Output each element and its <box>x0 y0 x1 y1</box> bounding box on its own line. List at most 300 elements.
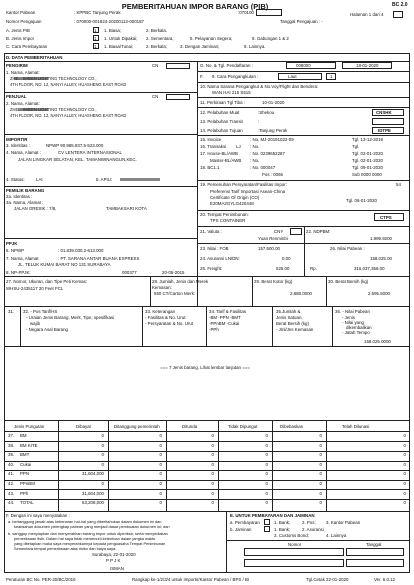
invoice-date: Tgl. 13-12-2019 <box>352 137 383 142</box>
muat-value: :Shekou <box>258 110 275 115</box>
goods-c35c: Berat Bersih (kg) <box>276 321 309 326</box>
berat-kotor-value: 2.888.0000 <box>290 291 312 296</box>
goods-c35d: - Jml/Jns Kemasan <box>276 327 314 332</box>
rule <box>4 431 410 432</box>
form-title: PEMBERITAHUAN IMPOR BARANG (PIB) <box>121 2 269 11</box>
decl-place-date: Surabaya, 22-01-2020 <box>92 552 136 557</box>
penimbunan-label: 20. Tempat Penimbunan: <box>200 212 249 217</box>
importir-identitas-value: NPWP 90.985.837.5-523.000 <box>46 143 104 148</box>
tax-header-jenis: Jenis Pungutan <box>14 424 45 429</box>
penjual-company: ZHE... SHEEN LIGHTING TECHNOLOGY CO., <box>10 107 97 112</box>
jaminan-heading: E. UNTUK PEMBAYARAN DAN JAMINAN <box>230 513 315 518</box>
importir-status-label: 4. Status: <box>6 177 25 182</box>
ppjk-nama-label: 7. Nama, Alamat <box>6 256 39 261</box>
g-no: 008000 <box>296 63 311 68</box>
tax-row-name: PPN <box>20 471 30 477</box>
tax-cell: 0 <box>265 500 268 506</box>
tax-cell: 0 <box>403 433 406 438</box>
tax-cell: 0 <box>403 442 406 448</box>
bc11-date: Tgl. 09-01-2020 <box>352 165 383 170</box>
cara-pembayaran-value: 1 <box>94 44 97 49</box>
master-label: Master-BL/AWB <box>210 158 242 163</box>
tax-cell: 0 <box>403 490 406 496</box>
tax-row-name: Cukai <box>20 461 32 467</box>
rule <box>197 210 410 211</box>
decl-a2: keabsahan dokumen pelengkap pabean yang menjadi dasar pembuatan dokumen ini; dan <box>14 524 170 529</box>
tax-cell: 0 <box>403 500 406 506</box>
rule <box>4 420 410 421</box>
importir-company: CV LENTERA INTERNASIONAL <box>58 150 122 155</box>
nomor-pengajuan-label: Nomor Pengajuan <box>6 19 42 24</box>
rule <box>4 134 197 135</box>
tax-cell: 0 <box>265 471 268 477</box>
cara-pengangkutan-box <box>278 73 322 80</box>
tax-cell: 0 <box>265 461 268 467</box>
rule <box>218 420 219 511</box>
rule <box>272 420 273 511</box>
tax-cell: 0 <box>101 433 104 438</box>
pembayaran-box[interactable] <box>264 519 270 525</box>
goods-c36-value: 158.025.0000 <box>364 339 391 344</box>
valuta-desc: Yuan Renminbi <box>258 236 288 241</box>
goods-c36b: - Jenis <box>342 315 355 320</box>
rule <box>332 306 333 346</box>
jaminan-tanggal-label: Tanggal <box>366 542 382 547</box>
rule <box>108 420 109 511</box>
nomor-box-a[interactable] <box>244 548 344 556</box>
asuransi-value: 0.00 <box>282 256 291 261</box>
tax-cell: 0 <box>159 500 162 506</box>
tax-cell: 0 <box>265 452 268 458</box>
goods-c33: 33. Keterangan <box>145 309 176 314</box>
jaminan-nomor-label: Nomor <box>288 542 302 547</box>
rule <box>197 82 410 83</box>
transaksi-no: : No. <box>250 144 260 149</box>
tax-cell: 0 <box>319 490 322 496</box>
goods-c34b: -BM -PPN -BMT <box>209 315 241 320</box>
importir-identitas-label: 3. Identitas : <box>6 143 30 148</box>
tax-cell: 0 <box>403 461 406 467</box>
pengirim-country: CN <box>152 63 159 68</box>
decl-a: a. bertanggung jawab atas kebenaran hal-hal yang diberitahukan dalam dokumen ini dan <box>8 519 162 524</box>
tax-row-code: 43. <box>8 490 15 496</box>
tax-cell: 0 <box>319 433 322 438</box>
rule <box>20 306 21 346</box>
jaminan-opt5: 2. Asuransi <box>302 527 324 532</box>
tax-cell: 63,208,000 <box>82 500 104 506</box>
valuta-value: CNY <box>274 229 284 234</box>
goods-c32c: wajib <box>30 321 41 326</box>
cara-pembayaran-label: C. Cara Pembayaran <box>6 44 48 49</box>
tax-cell: 0 <box>159 490 162 496</box>
rule <box>4 276 410 277</box>
rule <box>252 276 253 306</box>
tiba-value: 10-01-2020 <box>262 100 285 105</box>
tax-row-name: PPh <box>20 490 29 496</box>
cara-pembayaran-opt1: 1. Biasa/Tunai; <box>104 44 134 49</box>
tax-cell: 0 <box>101 481 104 486</box>
ppjk-npwp-label: 6. NPWP <box>6 248 25 253</box>
jenis-pib-value: 1 <box>94 28 97 33</box>
tax-cell: 0 <box>265 442 268 448</box>
kantor-code-box <box>256 9 282 16</box>
berat-bersih-value: 2.595.5000 <box>368 291 390 296</box>
fasilitas-line2: Certificate Of Origin (CO) <box>210 195 260 200</box>
invoice-label: 15. Invoice <box>200 137 222 142</box>
rule <box>272 306 273 346</box>
ppjk-address: JL. TELUK KUMAI BARAT NO 131 SURABAYA <box>18 262 111 267</box>
fasilitas-label: 19. Pemenuhan Persyaratan/Fasilitas Impor: <box>200 182 287 187</box>
rule <box>142 306 143 346</box>
tanggal-box-a[interactable] <box>346 548 404 556</box>
tax-cell: 0 <box>159 461 162 467</box>
pemilik-identitas-label: 2a. Identitas : <box>6 194 33 199</box>
jenis-impor-opt4: 9. Gabungan 1 & 2 <box>252 36 289 41</box>
importir-api-label: 5. APIU: <box>96 177 113 182</box>
tax-row-code: 41. <box>8 471 15 477</box>
tax-cell: 0 <box>211 500 214 506</box>
pabean-value: 158.025.00 <box>370 256 392 261</box>
fasilitas-line1: Preferensi Tarif Importasi Asean-China <box>210 189 286 194</box>
berat-kotor-label: 29. Berat Kotor (kg) <box>254 279 293 284</box>
tax-cell: 0 <box>319 452 322 458</box>
kemasan-label: 28. Jumlah, Jenis dan Merek <box>152 279 209 284</box>
penimbunan-code: CTPS <box>380 215 392 220</box>
decl-b: b. sanggup menyiapkan dan menyerahkan barang impor untuk diperiksa, serta menyediakan <box>8 531 168 536</box>
tax-cell: 0 <box>403 471 406 477</box>
sarana-label: 10. Nama Sarana Pengangkut & No.Voy/Flight dan Bendera: <box>200 84 319 89</box>
importir-status-value: LAI <box>36 177 43 182</box>
tax-row-code: 40. <box>8 461 15 467</box>
tiba-label: 11. Perkiraan Tgl Tiba : <box>200 100 245 105</box>
jaminan-box[interactable] <box>264 526 270 532</box>
cara-pembayaran-opt3: 3. Dengan Jaminan; <box>180 44 220 49</box>
rule <box>206 306 207 346</box>
kantor-pabean-value: : KPPBC Tanjung Perak <box>74 10 121 15</box>
tanggal-box-b[interactable] <box>346 559 404 567</box>
pengirim-company: ZHE... SHEEN LIGHTING TECHNOLOGY CO., <box>10 76 97 81</box>
goods-c36c: - Nilai yang <box>342 320 364 325</box>
goods-c36e: - Jatah Tempo <box>342 330 370 335</box>
kantor-pabean-label: Kantor Pabean <box>6 10 36 15</box>
code-box <box>374 213 404 221</box>
tax-cell: 0 <box>265 433 268 438</box>
decl-intro: F. Dengan ini saya menyatakan : <box>6 513 70 518</box>
house-date: Tgl. 02-01-2020 <box>352 151 383 156</box>
ndpbm-value: 1.999.9200 <box>370 236 392 241</box>
tax-cell: 0 <box>319 471 322 477</box>
goods-c36d: dikembalikan <box>346 325 372 330</box>
rule <box>150 276 151 306</box>
muat-code: CNSHK <box>376 110 392 115</box>
importir-address: JALAN LINGKAR SELATAN, KEL. TAMANWINANGUN,KEC. <box>18 157 137 162</box>
tax-cell: 0 <box>101 452 104 458</box>
tax-row-name: TOTAL <box>20 500 34 506</box>
valuta-box <box>290 228 302 235</box>
tax-row-name: BMT <box>20 452 30 458</box>
rule <box>226 540 410 541</box>
tax-cell: 0 <box>211 433 214 438</box>
g-date-box <box>342 62 392 69</box>
jenis-impor-value: 1 <box>94 36 97 41</box>
ppjk-heading: PPJK <box>6 241 18 246</box>
tax-cell: 0 <box>403 481 406 486</box>
redacted-mark <box>120 178 160 181</box>
tax-cell: 0 <box>101 442 104 448</box>
jaminan-opt7: 4. Lainnya <box>326 533 347 538</box>
transit-value: : <box>258 119 260 124</box>
transit-label: 13. Pelabuhan Transit <box>200 119 243 124</box>
fob-value: 157.500.00 <box>258 246 280 251</box>
goods-c31: 31. <box>8 309 15 314</box>
jaminan-a-label: a. Pembayaran <box>230 520 260 525</box>
rule <box>197 180 410 181</box>
goods-c32b: - Uraian Jenis Barang, Merk, Tipe, spesifikasi <box>26 315 115 320</box>
freight-value: 525.00 <box>276 266 290 271</box>
jenis-pib-opt1: 1. Biasa; <box>104 28 122 33</box>
page-label: Halaman 1 dari 4 <box>350 12 384 17</box>
f-label: F. <box>200 74 204 79</box>
decl-role: P P J K <box>106 558 121 563</box>
pengirim-heading: PENGIRIM <box>6 63 28 68</box>
kemasan-label2: Kemasan: <box>152 285 172 290</box>
rule <box>4 346 410 347</box>
jaminan-opt4: 1. Bank; <box>274 527 291 532</box>
ppjk-np-value: 000377 <box>122 270 137 275</box>
jenis-impor-opt3: 5. Pelayanan Segera; <box>190 36 233 41</box>
cara-pengangkutan-value: Laut <box>288 74 297 79</box>
tujuan-code: IDTPE <box>378 128 391 133</box>
jaminan-opt1: 1. Bank; <box>274 520 291 525</box>
footer-date: Tgl.Cetak 22-01-2020 <box>306 577 349 582</box>
tax-header-tidak-dipungut: Tidak Dipungut <box>228 424 258 429</box>
tax-row-code: 44. <box>8 500 15 506</box>
house-label: 17. House-BL/AWB <box>200 151 238 156</box>
rule <box>197 97 410 98</box>
form-code: BC 2.0 <box>392 2 408 8</box>
code-box <box>372 109 404 116</box>
tujuan-label: 14. Pelabuhan Tujuan <box>200 128 243 133</box>
goods-c34d: -PPh <box>209 327 219 332</box>
tax-row-code: 42. <box>8 481 15 486</box>
goods-note: === 7 Jenis barang. Lihat lembar lanjutan === <box>160 365 250 370</box>
rule <box>197 135 410 136</box>
pemilik-nama-label: 3a. Nama, Alamat : <box>6 200 44 205</box>
nomor-pengajuan-value: : 070000-001824-20200113-000187 <box>74 19 144 24</box>
kantor-code: :070100 <box>238 10 254 15</box>
rule <box>4 511 410 512</box>
pengirim-nama-label: 1. Nama, Alamat: <box>6 70 40 75</box>
code-box <box>372 118 404 125</box>
rp-value: 316,037,358.00 <box>354 266 385 271</box>
pemilik-address: JALAN GRESIK : 7/8, <box>14 206 57 211</box>
cara-pengangkutan-label: 9. Cara Pengangkutan : <box>212 74 259 79</box>
goods-c32: 32. - Pos Tarif/HS <box>23 309 58 314</box>
bc11-value: : No. 000047 <box>250 165 276 170</box>
invoice-value: : No. MJ-20191022-09 <box>250 137 294 142</box>
footer-center: Rangkap ke-1/2/3/4 untuk Importir/Kantor Pabean / BPS / BI <box>132 577 250 582</box>
rp-label: Rp. <box>310 266 317 271</box>
tax-cell: 0 <box>319 461 322 467</box>
cara-pembayaran-opt4: 9. Lainnya. <box>244 44 266 49</box>
cara-pembayaran-opt2: 2. Berkala; <box>146 44 167 49</box>
tax-cell: 0 <box>159 471 162 477</box>
ppjk-np-label: 8. NP-PPJK: <box>6 270 31 275</box>
tujuan-value: :Tanjung Perak <box>258 128 288 133</box>
section-d-title: D. DATA PEMBERITAHUAN <box>6 55 63 60</box>
penjual-nama-label: 2. Nama, Alamat: <box>6 101 40 106</box>
house-value: : No. 0239652287 <box>250 151 285 156</box>
transaksi-label: 16. Transaksi <box>200 144 227 149</box>
tax-cell: 0 <box>211 442 214 448</box>
rule <box>326 420 327 511</box>
goods-c32d: - Negara Asal Barang <box>26 327 68 332</box>
pos-label: Pos : 0066 <box>262 172 283 177</box>
tax-cell: 31,604,000 <box>82 490 104 496</box>
ndpbm-label: 22. NDPBM: <box>306 229 331 234</box>
tax-cell: 31,604,000 <box>82 471 104 477</box>
tax-cell: 0 <box>265 481 268 486</box>
tanggal-pengajuan: Tanggal Pengajuan : - <box>280 19 323 24</box>
fasilitas-no: E20MA2GYLG420448 <box>210 201 254 206</box>
jaminan-opt2: 2. Pos; <box>302 520 316 525</box>
tax-cell: 0 <box>159 481 162 486</box>
cara-pengangkutan-code: 1 <box>330 74 333 79</box>
footer-version: Ver. 6.0.12 <box>374 577 395 582</box>
tax-cell: 0 <box>101 461 104 467</box>
importir-nama-label: 4. Nama, Alamat : <box>6 150 41 155</box>
goods-c35: 35.Jumlah & <box>276 309 301 314</box>
code-box <box>372 127 404 134</box>
g-no-box <box>286 62 336 69</box>
kemasan-value: 550 CT/Carton Merk: <box>154 291 195 296</box>
bc11-label: 18. BC1.1 <box>200 165 220 170</box>
tax-cell: 0 <box>211 461 214 467</box>
rule <box>4 186 197 187</box>
transaksi-date: Tgl. <box>352 144 360 149</box>
tax-header-dibayar: Dibayar <box>76 424 92 429</box>
goods-c34c: -PPnBM -Cukai <box>209 321 240 326</box>
tax-row-code: 39. <box>8 452 15 458</box>
tax-cell: 0 <box>403 452 406 458</box>
tax-header-dibebaskan: Dibebaskan <box>280 424 304 429</box>
fasilitas-code: 54 <box>396 182 401 187</box>
valuta-label: 21. Valuta : <box>200 229 222 234</box>
peti-label: 27. Nomor, Ukuran, dan Tipe Peti Kemas: <box>6 279 88 284</box>
ppjk-np-date: 20-05-2015 <box>162 270 185 275</box>
fasilitas-date: Tgl. 06-01-2020 <box>346 198 377 203</box>
pemilik-heading: PEMILIK BARANG <box>6 188 45 193</box>
tax-cell: 0 <box>211 490 214 496</box>
country-box <box>166 94 190 100</box>
tax-cell: 0 <box>211 471 214 477</box>
asuransi-label: 24. Asuransi LN/DN: <box>200 256 240 261</box>
jaminan-opt3: 3. Kantor Pabean <box>326 520 361 525</box>
tax-cell: 0 <box>319 442 322 448</box>
tax-cell: 0 <box>211 452 214 458</box>
fob-label: 23. Nilai : FOB <box>200 246 229 251</box>
transaksi-code: LJ <box>236 144 241 149</box>
footer-left: Peraturan BC No. PER-20/BC/2016 <box>6 577 76 582</box>
freight-label: 25. Freight: <box>200 266 223 271</box>
tax-row-name: BM KITE <box>20 442 38 448</box>
rule <box>4 92 197 93</box>
penjual-heading: PENJUAL <box>6 94 27 99</box>
goods-c33c: - Persyaratan & No. Urut <box>145 321 194 326</box>
tax-row-name: BM <box>20 433 27 438</box>
berat-bersih-label: 30. Berat Bersih (kg) <box>328 279 369 284</box>
rule <box>197 107 410 108</box>
rule <box>326 276 327 306</box>
rule <box>166 420 167 511</box>
nomor-box-b[interactable] <box>244 559 344 567</box>
penjual-country: CN <box>152 94 159 99</box>
goods-c36: 36. - Nilai Pabean <box>335 309 370 314</box>
decl-signer: ISMAN <box>110 566 124 571</box>
decl-b2: pemeriksaan fisik. Dalam hal saya tidak memenuhi ketentuan dalam jangka waktu <box>14 536 156 541</box>
tax-cell: 0 <box>319 481 322 486</box>
goods-c35b: Jenis Satuan, <box>276 315 303 320</box>
rule <box>4 306 410 307</box>
sub-label: Sub 0000 0000 <box>352 172 382 177</box>
tax-cell: 0 <box>159 452 162 458</box>
tax-row-name: PPnBM <box>20 481 35 486</box>
tax-cell: 0 <box>159 442 162 448</box>
jenis-impor-opt1: 1. Untuk Dipakai; <box>104 36 138 41</box>
decl-b3: yang ditetapkan maka saya menyerahkannya kepada penguasaha Tempat Penimbunan <box>14 541 166 546</box>
rule <box>58 420 59 511</box>
jaminan-opt6: 3. Customs Bond; <box>274 533 309 538</box>
goods-c33b: - Fasilitas & No. Urut <box>145 315 186 320</box>
pemilik-city: TAMBAKSARI KOTA <box>106 206 147 211</box>
decl-b4: Sementara tempat pemeriksaan atas risiko dan biaya saya. <box>14 546 117 551</box>
rule <box>304 226 305 276</box>
jenis-pib-opt2: 2. Berkala. <box>146 28 167 33</box>
muat-label: 12. Pelabuhan Muat <box>200 110 240 115</box>
tax-cell: 0 <box>265 490 268 496</box>
master-value: : No. <box>250 158 260 163</box>
penjual-address: 4TH FLOOR, NO. 12, NANYI ALLEY, HUASHENG EAST ROAD <box>10 113 127 118</box>
jenis-pib-label: A. Jenis PIB <box>6 28 30 33</box>
ppjk-nama-value: : PT. SARANA ANTAR BUANA EXPRESS <box>58 256 140 261</box>
page-box <box>393 11 403 18</box>
g-label: G. No. & Tgl. Pendaftaran : <box>200 63 253 68</box>
importir-heading: IMPORTIR <box>6 137 28 142</box>
jenis-impor-opt2: 2. Sementara; <box>146 36 174 41</box>
goods-c34: 34. Tarif & Fasilitas <box>209 309 247 314</box>
ppjk-npwp-value: : 01.839.030.2-613.000 <box>58 248 104 253</box>
tax-header-ditanggung: Ditanggung pemerintah <box>114 424 160 429</box>
rule <box>4 238 197 239</box>
tax-header-lunas: Telah Dilunasi <box>342 424 370 429</box>
pengirim-address: 4TH FLOOR, NO. 12, NANYI ALLEY, HUASHENG EAST ROAD <box>10 82 127 87</box>
tax-header-ditunda: Ditunda <box>182 424 198 429</box>
rule <box>197 71 410 72</box>
tax-row-code: 37. <box>8 433 15 438</box>
pabean-label: 26. Nilai Pabean : <box>330 246 365 251</box>
g-date: 18-01-2020 <box>356 63 379 68</box>
tax-cell: 0 <box>319 500 322 506</box>
sarana-value: WAN HAI 215 S515 <box>212 90 251 95</box>
jaminan-b-label: b. Jaminan <box>230 527 252 532</box>
rule <box>226 511 227 573</box>
tax-cell: 0 <box>159 433 162 438</box>
penimbunan-value: TPS CONTAINER <box>210 218 246 223</box>
country-box <box>166 63 190 69</box>
jenis-impor-label: B. Jenis Impor <box>6 36 35 41</box>
tax-cell: 0 <box>211 481 214 486</box>
master-date: Tgl. 02-01-2020 <box>352 158 383 163</box>
